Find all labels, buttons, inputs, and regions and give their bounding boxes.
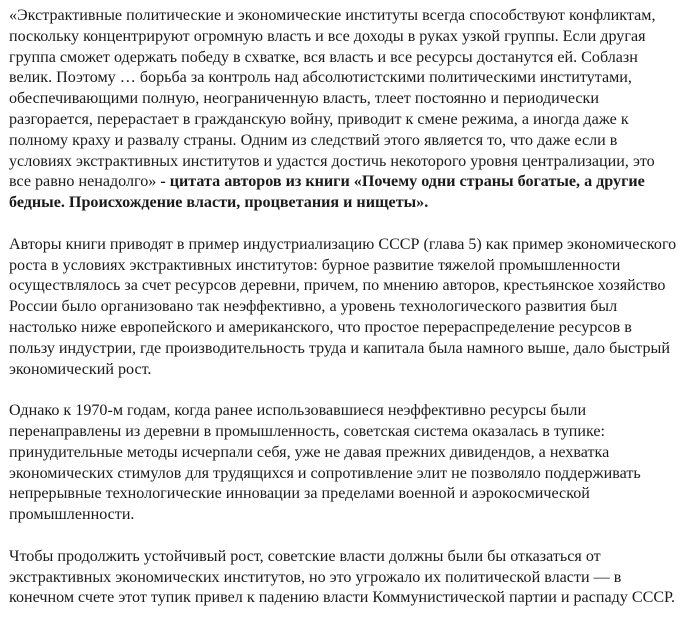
paragraph-1970s: Однако к 1970-м годам, когда ранее использовавшиеся неэффективно ресурсы были перенаправлены из деревни в промышленность, советская система оказалась в тупике: принудительные методы исчерпали себя, уже не давая прежних дивидендов, а нехватка экономических стимулов для трудящихся и сопротивление элит не позволяло поддерживать непрерывные технологические инновации за пределами военной и аэрокосмической промышленности. [9,402,641,524]
quote-paragraph [9,6,677,214]
paragraph-conclusion: Чтобы продолжить устойчивый рост, советские власти должны были бы отказаться от экстрактивных экономических институтов, но это угрожало их политической власти — в конечном счете этот тупик привел к падению власти Коммунистической партии и распаду СССР. [9,547,676,607]
paragraph-industrialization: Авторы книги приводят в пример индустриализацию СССР (глава 5) как пример экономического роста в условиях экстрактивных институтов: бурное развитие тяжелой промышленности осуществлялось за счет ресурсов деревни, причем, по мнению авторов, крестьянское хозяйство России было организовано так неэффективно, а уровень технологического развития был настолько ниже европейского и американского, что простое перераспределение ресурсов в пользу индустрии, где производительность труда и капитала была намного выше, дало быстрый экономический рост. [9,235,677,378]
quote-attribution: - цитата авторов из книги «Почему одни страны богатые, а другие бедные. Происхождение власти, процветания и нищеты». [9,173,645,212]
quote-text: «Экстрактивные политические и экономические институты всегда способствуют конфликтам, поскольку концентрируют огромную власть и все доходы в руках узкой группы. Если другая группа сможет одержать победу в схватке, вся власть и все ресурсы достанутся ей. Соблазн велик. Поэтому … борьба за контроль над абсолютистскими политическими институтами, обеспечивающими полную, неограниченную власть, тлеет постоянно и периодически разгорается, перерастает в гражданскую войну, приводит к смене режима, а иногда даже к полному краху и развалу страны. Одним из следствий этого является то, что даже если в условиях экстрактивных институтов и удастся достичь некоторого уровня централизации, это все равно ненадолго» [9,7,656,191]
